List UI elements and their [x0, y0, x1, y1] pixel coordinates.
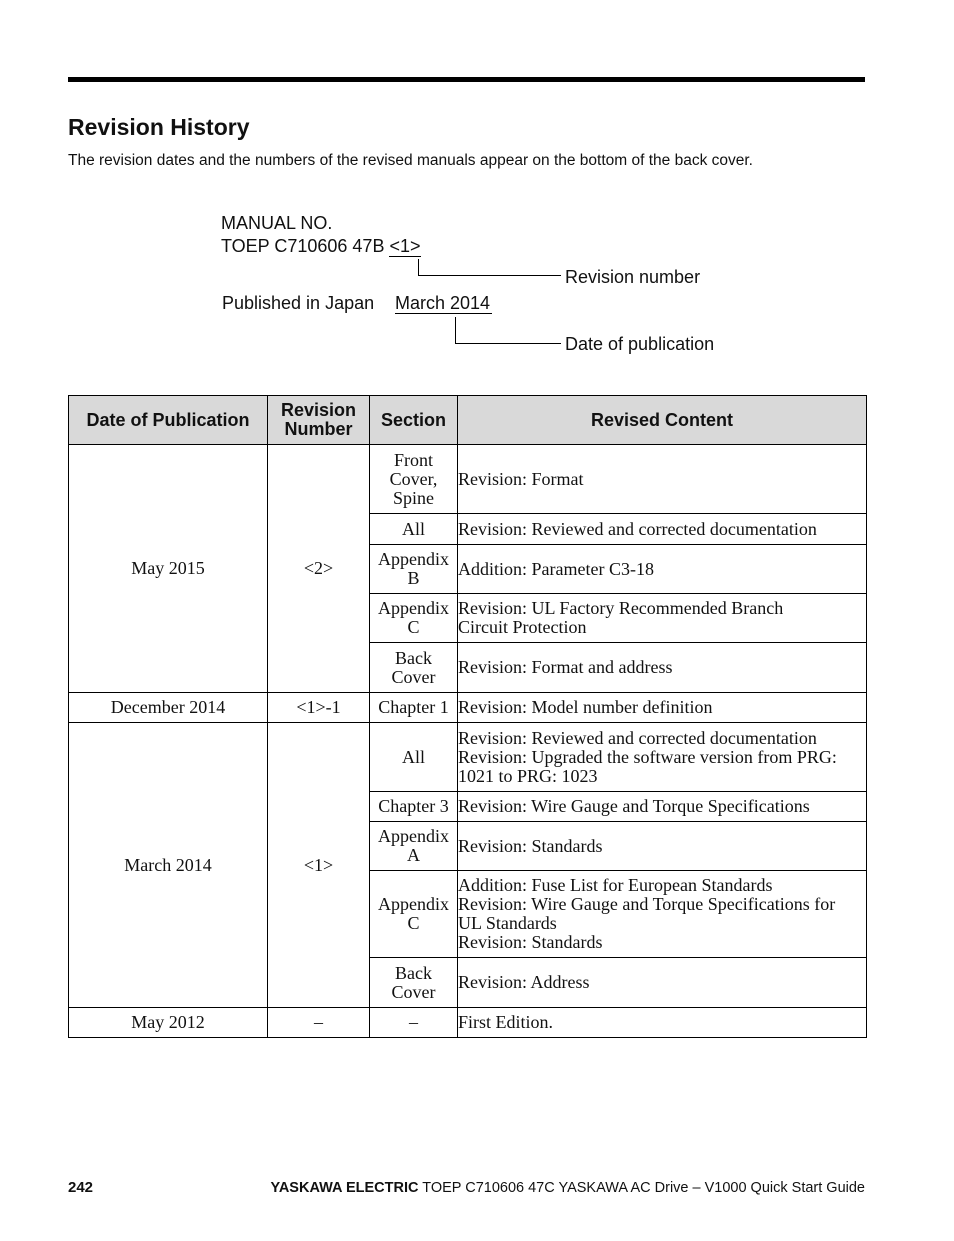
section-cell [370, 871, 458, 958]
content-cell [458, 871, 867, 958]
page-number: 242 [68, 1179, 94, 1196]
section-line: Appendix [378, 598, 449, 618]
section-cell [370, 445, 458, 514]
content-line: Revision: UL Factory Recommended Branch [458, 598, 784, 618]
revision-cell: <1>-1 [268, 693, 370, 723]
table-row [69, 445, 867, 514]
revision-callout-line [418, 259, 419, 276]
content-cell [458, 693, 867, 723]
revision-cell: <1> [268, 723, 370, 1008]
published-date-text: March 2014 [395, 293, 491, 313]
manual-no-label: MANUAL NO. [221, 213, 333, 233]
page-title: Revision History [68, 114, 250, 140]
content-line: Revision: Upgraded the software version from PRG: [458, 746, 837, 767]
section-line: Chapter 1 [378, 697, 449, 717]
content-cell [458, 594, 867, 643]
table-row [69, 693, 867, 723]
top-rule [68, 77, 865, 82]
section-line: C [407, 617, 420, 637]
content-line: Revision: Standards [458, 932, 603, 952]
section-line: Appendix [378, 894, 449, 914]
content-cell [458, 643, 867, 693]
section-cell [370, 958, 458, 1008]
content-line: Revision: Wire Gauge and Torque Specifications [458, 796, 810, 816]
table-row [69, 1008, 867, 1038]
table-header-row [69, 396, 867, 445]
section-cell [370, 723, 458, 792]
section-cell [370, 792, 458, 822]
content-line: First Edition. [458, 1012, 554, 1032]
content-line: Revision: Address [458, 972, 590, 992]
section-line: Cover, [389, 468, 438, 489]
section-line: Back [395, 647, 432, 668]
date-cell: May 2012 [69, 1008, 268, 1038]
content-line: 1021 to PRG: 1023 [458, 765, 598, 786]
date-cell: May 2015 [69, 445, 268, 693]
content-line: Revision: Standards [458, 835, 603, 856]
footer-doc-info [271, 1180, 866, 1196]
content-cell [458, 792, 867, 822]
section-line: All [401, 746, 425, 767]
content-line: Revision: Wire Gauge and Torque Specifications for [458, 894, 836, 914]
header-section: Section [370, 396, 458, 445]
section-line: Cover [391, 981, 436, 1002]
header-content: Revised Content [458, 396, 867, 445]
revision-cell: <2> [268, 445, 370, 693]
section-line: – [409, 1012, 418, 1032]
content-cell [458, 822, 867, 871]
content-line: Addition: Parameter C3-18 [458, 558, 654, 579]
section-cell [370, 693, 458, 723]
date-of-publication-callout: Date of publication [565, 334, 715, 354]
header-date: Date of Publication [69, 396, 268, 445]
section-cell [370, 514, 458, 545]
section-cell [370, 545, 458, 594]
section-line: B [407, 568, 420, 588]
section-line: Spine [392, 487, 434, 508]
content-cell [458, 514, 867, 545]
published-date [395, 293, 492, 314]
content-line: Revision: Format and address [458, 657, 673, 677]
revision-table [68, 395, 867, 1038]
content-line: UL Standards [458, 913, 557, 933]
revision-callout-line [418, 275, 561, 276]
content-cell [458, 445, 867, 514]
section-line: C [407, 913, 420, 933]
revision-number-callout: Revision number [565, 267, 701, 287]
content-cell [458, 1008, 867, 1038]
content-line: Revision: Format [458, 468, 584, 489]
date-callout-line [455, 343, 561, 344]
published-label: Published in Japan [222, 293, 375, 313]
footer-brand: YASKAWA ELECTRIC [270, 1180, 419, 1196]
date-cell: March 2014 [69, 723, 268, 1008]
section-line: Chapter 3 [378, 796, 449, 816]
content-line: Revision: Reviewed and corrected documentation [458, 518, 817, 539]
revision-table-body [69, 445, 867, 1038]
section-line: Front [393, 449, 433, 470]
section-line: All [401, 518, 425, 539]
revision-cell: – [268, 1008, 370, 1038]
section-cell [370, 1008, 458, 1038]
section-line: Appendix [378, 826, 449, 846]
section-line: Back [395, 962, 432, 983]
content-cell [458, 958, 867, 1008]
table-row [69, 723, 867, 792]
content-line: Addition: Fuse List for European Standards [458, 875, 773, 895]
date-cell: December 2014 [69, 693, 268, 723]
footer-doc-title: TOEP C710606 47C YASKAWA AC Drive – V1000 Quick Start Guide [418, 1180, 865, 1196]
revision-code: <1> [389, 236, 421, 256]
manual-no-value [221, 236, 421, 257]
content-cell [458, 545, 867, 594]
content-line: Revision: Model number definition [458, 697, 713, 717]
section-line: Cover [391, 666, 436, 687]
date-callout-line [455, 317, 456, 344]
content-line: Circuit Protection [458, 617, 587, 637]
manual-no-prefix: TOEP C710606 47B [221, 236, 390, 256]
content-cell [458, 723, 867, 792]
section-cell [370, 643, 458, 693]
header-revision: Revision Number [268, 396, 370, 445]
section-line: Appendix [378, 549, 449, 569]
section-cell [370, 594, 458, 643]
intro-text: The revision dates and the numbers of the revised manuals appear on the bottom of the back cover. [68, 152, 753, 169]
content-line: Revision: Reviewed and corrected documentation [458, 727, 817, 748]
section-cell [370, 822, 458, 871]
section-line: A [407, 845, 420, 865]
